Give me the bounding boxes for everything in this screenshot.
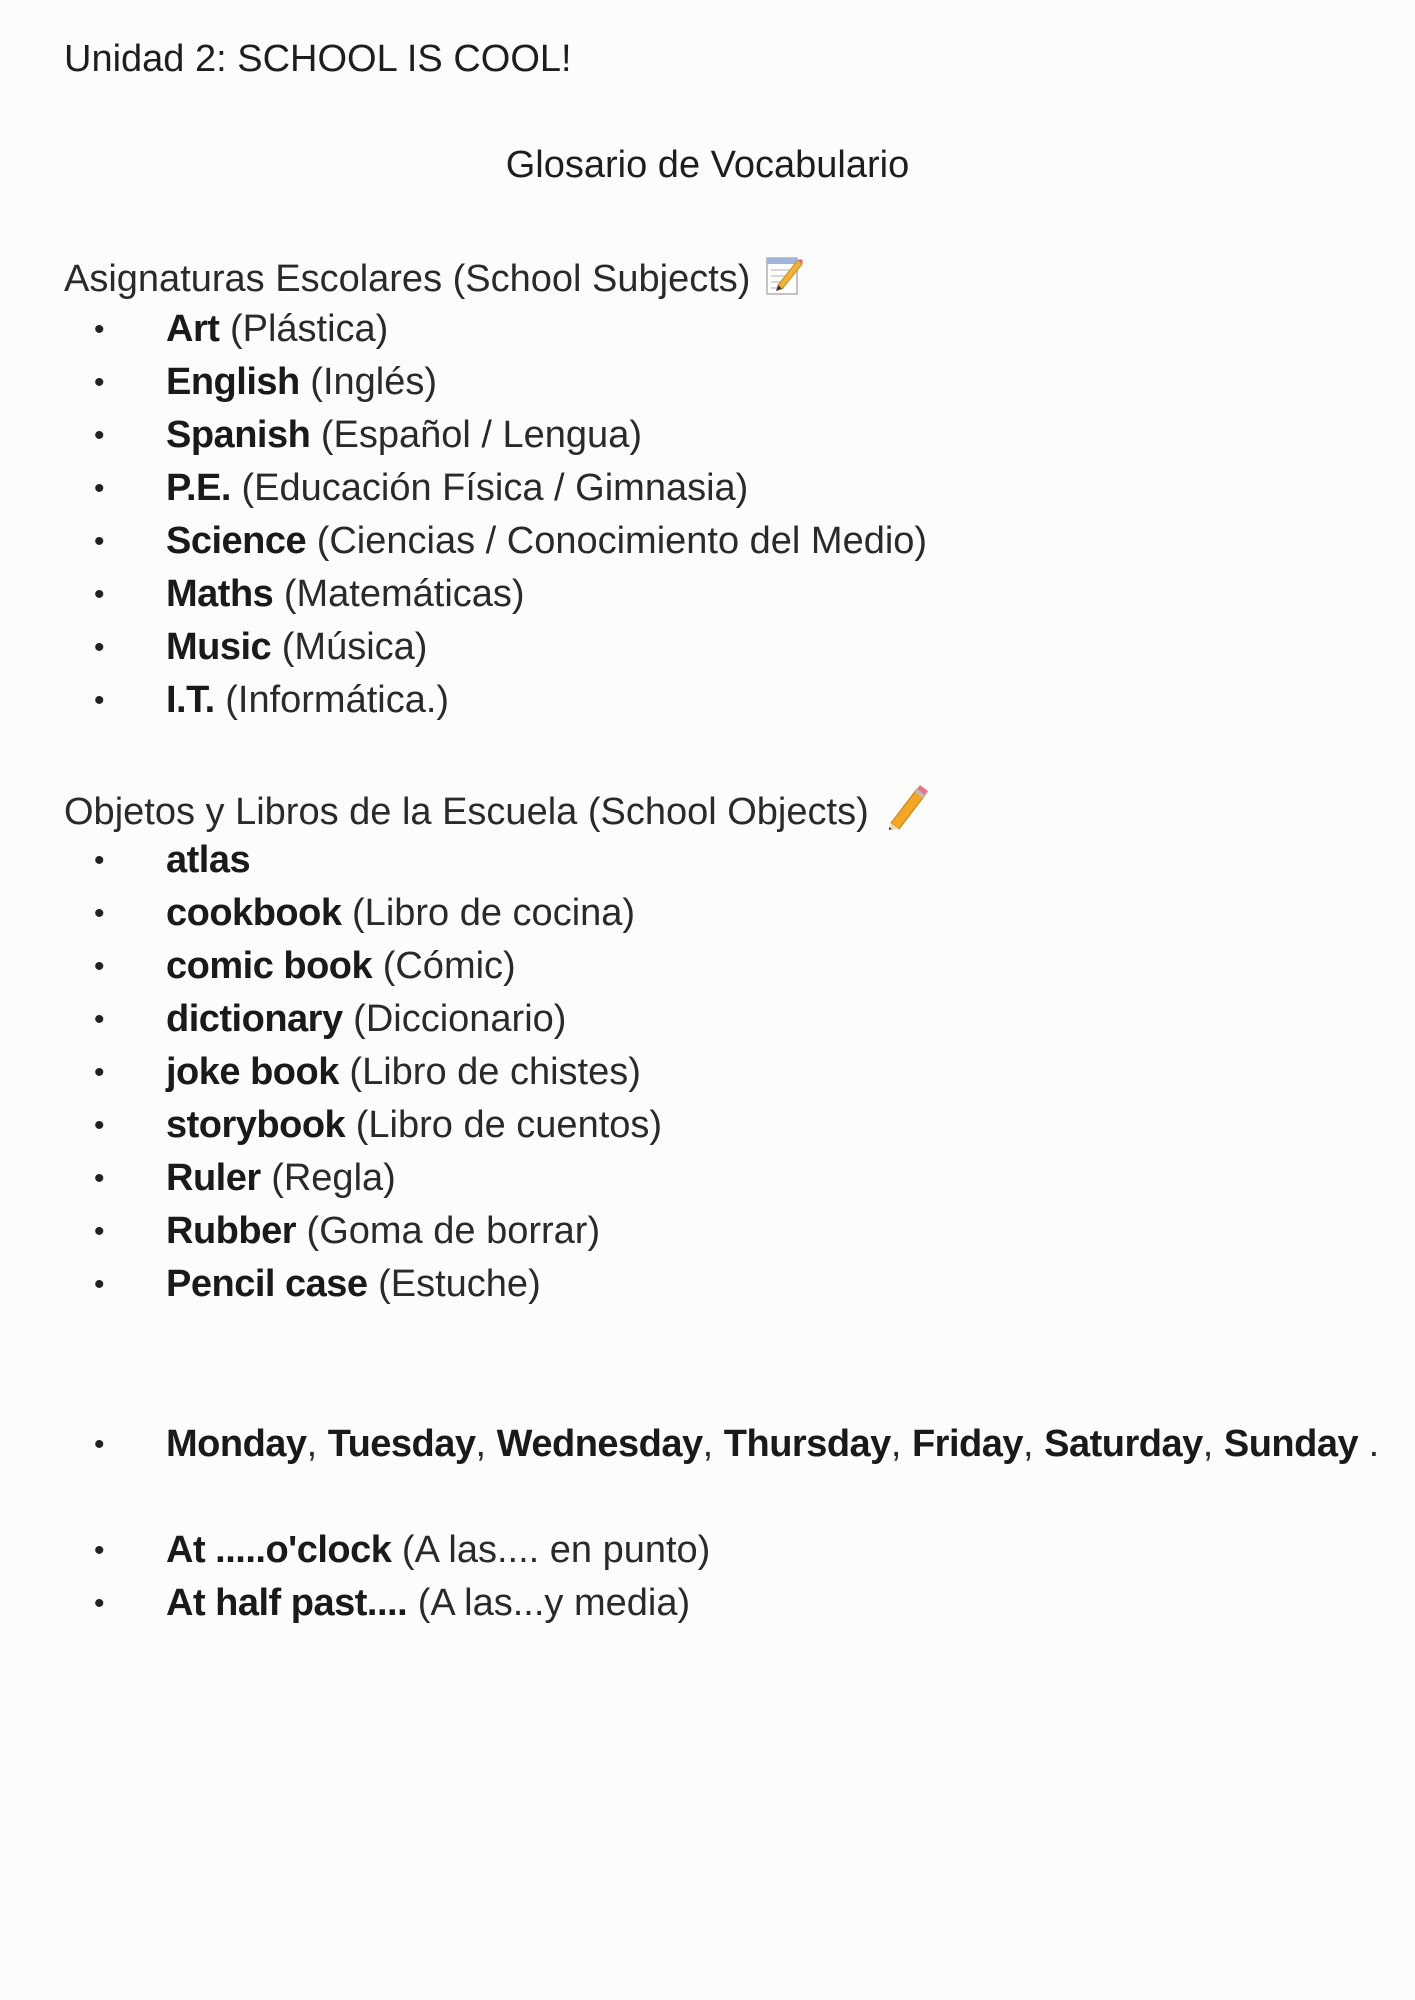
vocab-entry [166,834,250,887]
vocab-term: joke book [166,1051,339,1093]
vocab-entry [166,993,566,1046]
day-name: Saturday [1044,1423,1203,1465]
bullet: • [94,472,105,505]
bullet: • [94,1056,105,1089]
bullet: • [94,1003,105,1036]
vocab-term: I.T. [166,679,215,721]
vocab-translation: (Español / Lengua) [310,414,642,456]
vocab-translation: (Plástica) [219,308,389,350]
vocab-translation: (Goma de borrar) [296,1210,601,1252]
bullet: • [94,313,105,346]
vocab-translation: (Regla) [260,1157,396,1199]
vocab-term: storybook [166,1104,346,1146]
vocab-entry [166,462,748,515]
vocab-translation: (Libro de cocina) [341,892,636,934]
vocab-term: Music [166,626,272,668]
vocab-entry [166,887,635,940]
vocab-term: Maths [166,573,274,615]
pencil-icon [883,783,931,841]
vocab-entry [166,356,437,409]
bullet: • [94,1268,105,1301]
vocab-entry [166,1099,662,1152]
day-separator: , [306,1423,328,1465]
vocab-translation: (Libro de cuentos) [345,1104,663,1146]
vocab-translation: (Cómic) [372,945,516,987]
vocab-entry [166,1577,690,1630]
vocab-translation: (Diccionario) [342,998,567,1040]
vocab-term: comic book [166,945,373,987]
objects-heading [64,783,931,841]
subjects-heading [64,252,804,306]
vocab-term: Rubber [166,1210,296,1252]
vocab-term: Science [166,520,307,562]
vocab-term: At .....o'clock [166,1529,392,1571]
vocab-entry [166,303,388,356]
vocab-translation: (Matemáticas) [273,573,525,615]
day-name: Thursday [723,1423,891,1465]
vocab-term: At half past.... [166,1582,408,1624]
vocab-term: dictionary [166,998,343,1040]
bullet: • [94,366,105,399]
bullet: • [94,844,105,877]
vocab-translation: (A las...y media) [407,1582,691,1624]
day-separator: , [1023,1423,1045,1465]
vocab-entry [166,940,516,993]
vocab-translation: (Música) [271,626,428,668]
day-separator: , [475,1423,497,1465]
bullet: • [94,1215,105,1248]
vocab-entry [166,568,525,621]
bullet: • [94,897,105,930]
bullet: • [94,419,105,452]
vocab-term: atlas [166,839,251,881]
day-separator: . [1358,1423,1380,1465]
memo-icon [764,252,804,306]
vocab-term: P.E. [166,467,231,509]
vocab-term: Spanish [166,414,311,456]
day-separator: , [702,1423,724,1465]
bullet: • [94,525,105,558]
vocab-translation: (Ciencias / Conocimiento del Medio) [306,520,928,562]
vocab-translation: (Inglés) [299,361,438,403]
vocab-entry [166,674,449,727]
vocab-entry [166,1046,641,1099]
bullet: • [94,1587,105,1620]
days-line [166,1418,1379,1471]
bullet: • [94,1109,105,1142]
vocab-entry [166,1524,710,1577]
vocab-translation: (Estuche) [367,1263,541,1305]
vocab-entry [166,1258,541,1311]
vocab-term: Ruler [166,1157,261,1199]
bullet: • [94,1428,105,1461]
vocab-term: Art [166,308,220,350]
unit-title: Unidad 2: SCHOOL IS COOL! [64,38,572,80]
day-name: Monday [166,1423,307,1465]
vocab-entry [166,515,927,568]
bullet: • [94,950,105,983]
glossary-title: Glosario de Vocabulario [505,144,910,186]
day-name: Wednesday [496,1423,703,1465]
subjects-heading-text: Asignaturas Escolares (School Subjects) [64,257,751,300]
bullet: • [94,1534,105,1567]
bullet: • [94,684,105,717]
vocab-entry [166,409,642,462]
vocab-translation: (Libro de chistes) [338,1051,641,1093]
vocab-term: cookbook [166,892,342,934]
day-separator: , [890,1423,912,1465]
bullet: • [94,578,105,611]
vocab-entry [166,621,427,674]
day-name: Friday [911,1423,1023,1465]
vocab-translation: (Informática.) [214,679,450,721]
vocab-entry [166,1152,396,1205]
vocab-entry [166,1205,600,1258]
day-separator: , [1202,1423,1224,1465]
vocab-term: English [166,361,300,403]
day-name: Tuesday [327,1423,476,1465]
vocab-term: Pencil case [166,1263,368,1305]
bullet: • [94,631,105,664]
vocab-translation: (Educación Física / Gimnasia) [230,467,749,509]
bullet: • [94,1162,105,1195]
day-name: Sunday [1223,1423,1359,1465]
vocab-translation: (A las.... en punto) [391,1529,711,1571]
objects-heading-text: Objetos y Libros de la Escuela (School Objects) [64,790,869,833]
